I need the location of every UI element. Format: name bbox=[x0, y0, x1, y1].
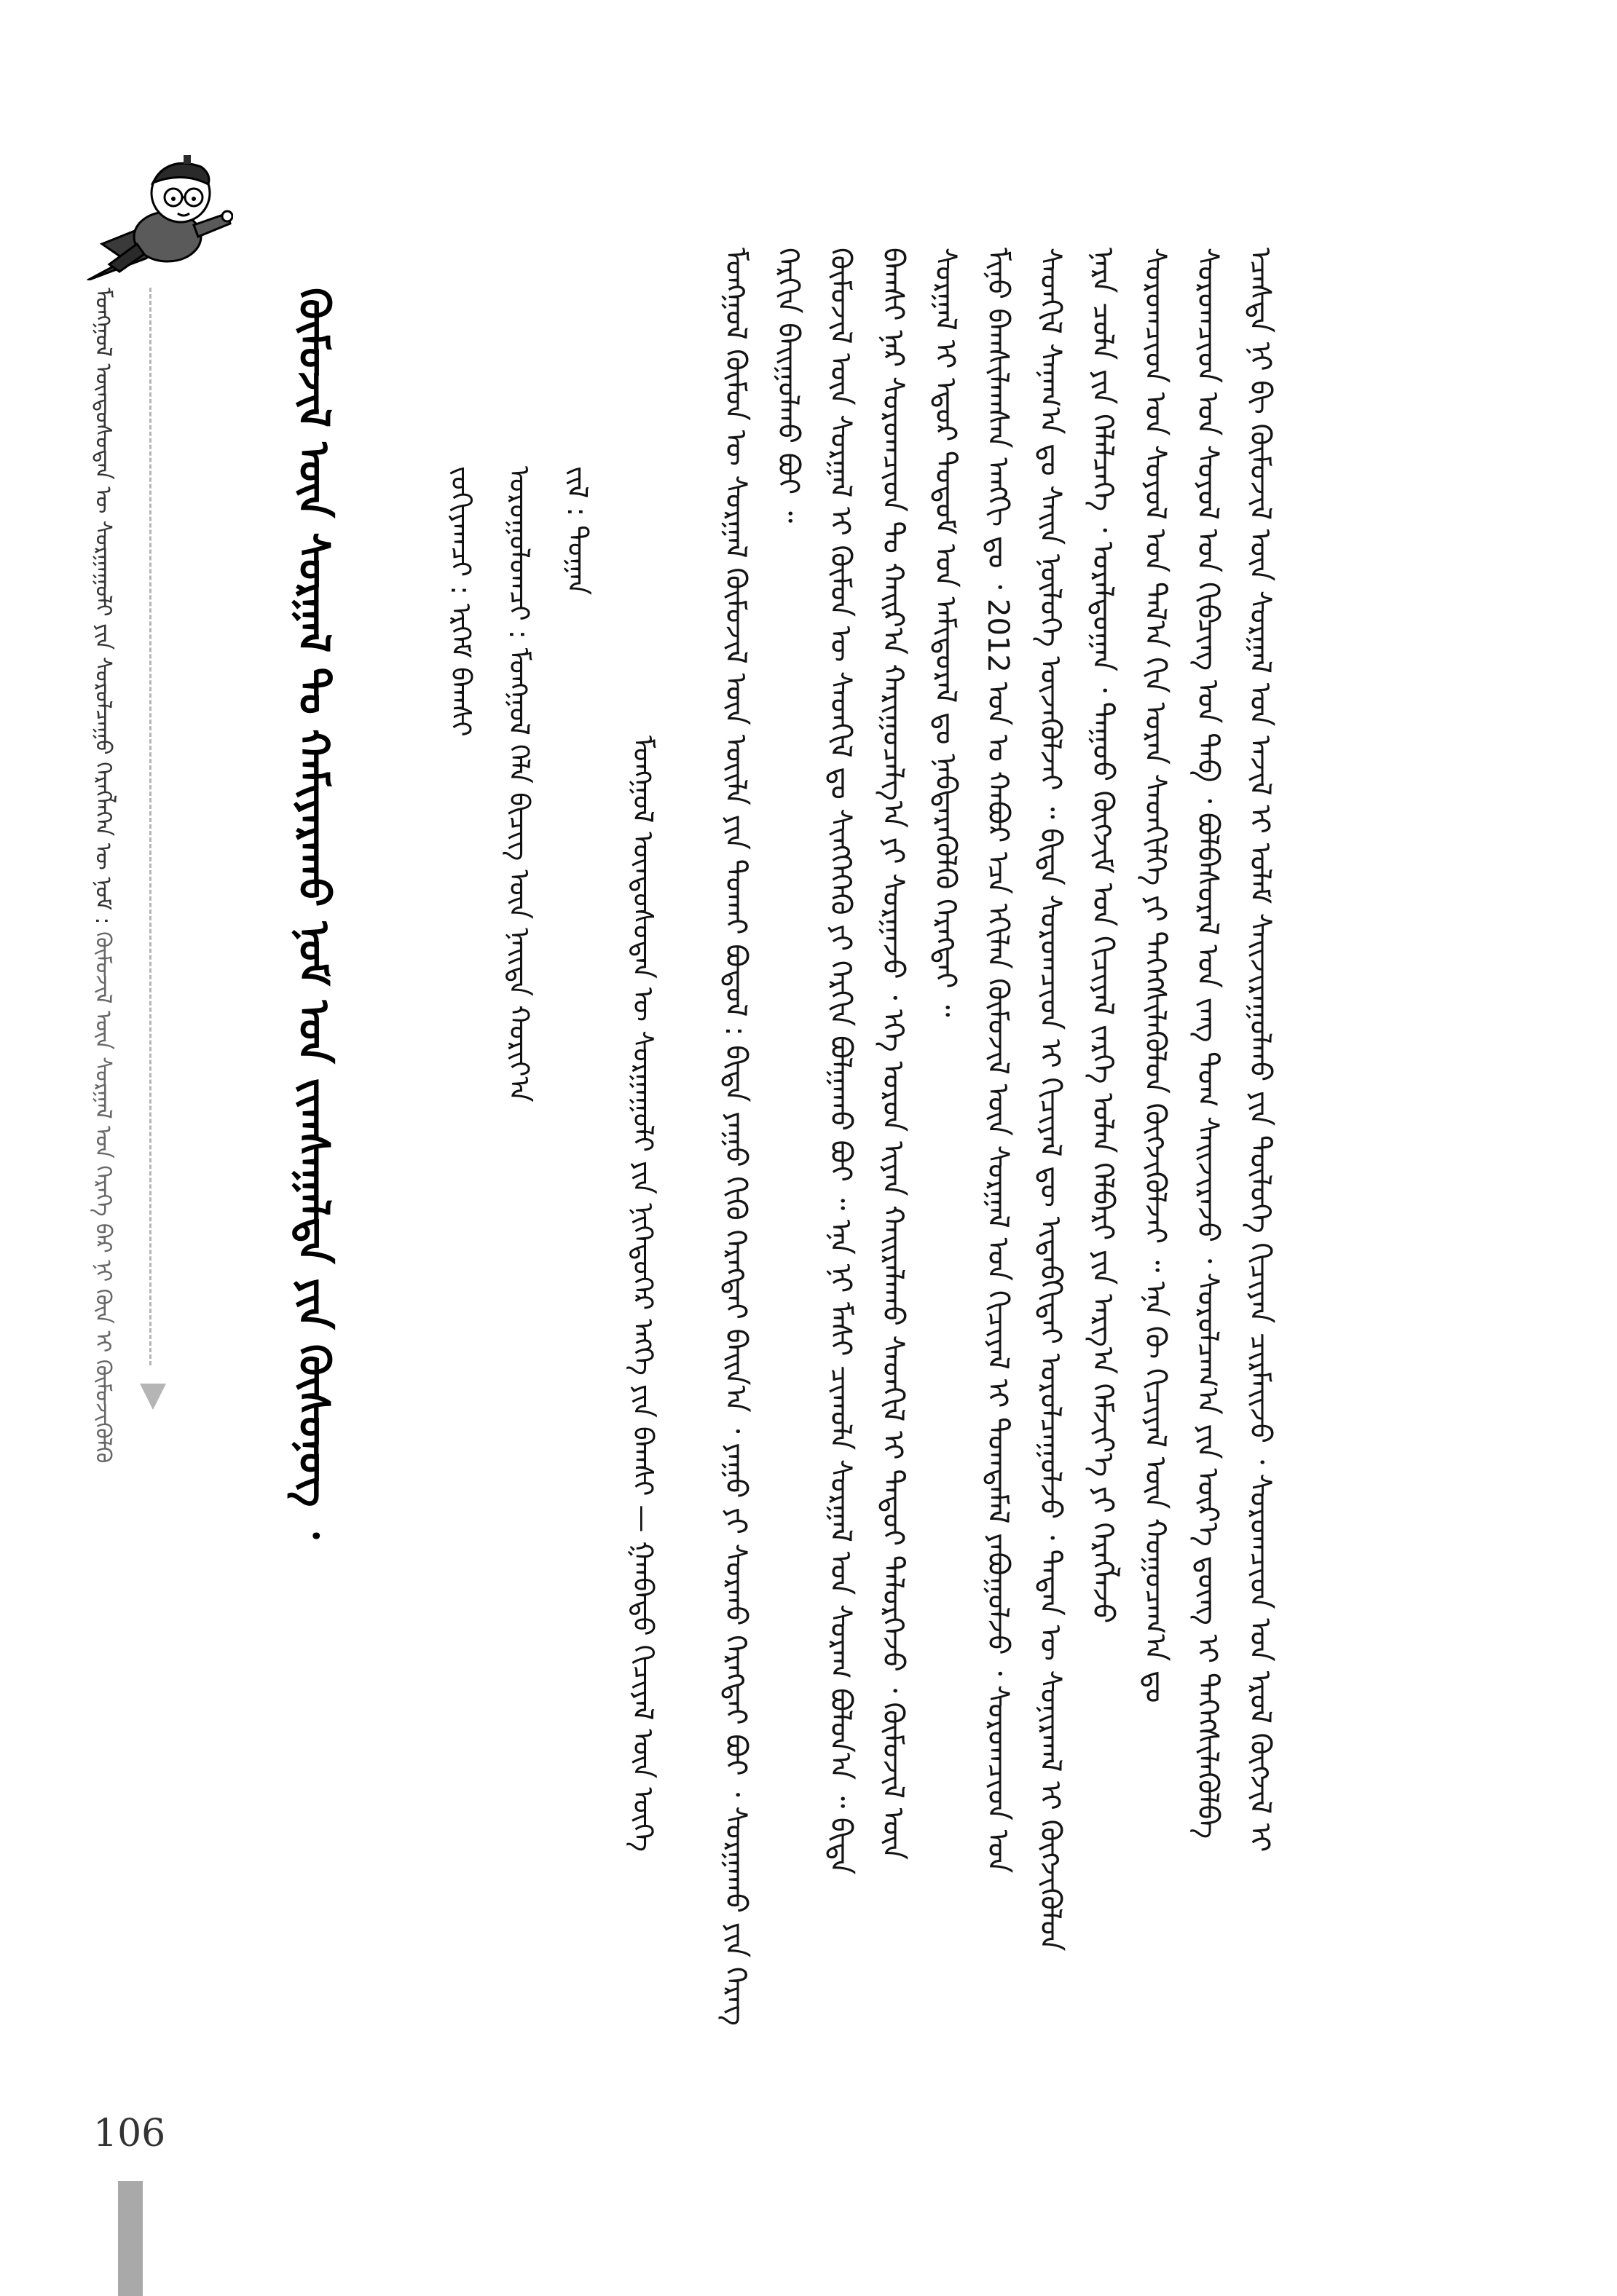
body-column: ᠰᠡᠳᠬᠢᠯ ᠰᠠᠨᠠᠭ᠎ᠠ ᠳᠤ ᠰᠠᠢᠨ ᠨᠦᠯᠦᠭᠡ ᠦᠵᠡᠭᠦᠯᠵᠡᠢ ᠃ ᠪᠢᠳᠡ ᠰᠤᠷᠤᠭᠴᠢᠳ ᠢ ᠬᠢᠴᠢᠶᠡᠯ ᠳᠦ ᠢᠳᠡᠪᠬᠢᠲᠡᠢ ᠣᠷᠣᠯᠴᠠᠭᠤᠯᠵᠤ ᠂ ᠲᠡᠳᠡᠨ ᠦ ᠰᠣᠨᠢᠷᠬᠠᠯ ᠢ ᠬᠥᠭᠵᠢᠭᠦᠯᠦᠨ bbox=[1034, 248, 1067, 1952]
body-column: ᠪᠠᠭᠰᠢ ᠨᠠᠷ ᠰᠤᠷᠤᠭᠴᠢᠳ ᠲᠤ ᠬᠠᠢᠷ᠎ᠠ ᠬᠠᠷᠢᠭᠤᠴᠠᠯᠭ᠎ᠠ ᠶᠢ ᠰᠤᠷᠭᠠᠵᠤ ᠂ ᠡᠬᠡ ᠣᠷᠣᠨ ᠢᠶᠠᠨ ᠬᠠᠢᠷᠠᠯᠠᠬᠤ ᠰᠡᠳᠬᠢᠯ ᠢ ᠲᠡᠳᠦᠢ ᠲᠡᠯᠦᠷᠭᠡᠵᠦ ᠂ ᠬᠦᠮᠦᠵᠢᠯ ᠦᠨ bbox=[876, 248, 910, 1861]
body-column: ᠬᠡᠷᠬᠢᠨ ᠪᠠᠢᠭᠤᠯᠬᠤ ᠪᠤᠢ ᠃ bbox=[771, 248, 805, 524]
body-column: ᠡᠴᠡᠰᠲᠡ ᠨᠢ ᠪᠢ ᠬᠦᠮᠦᠵᠢᠯ ᠦᠨ ᠰᠤᠷᠭᠠᠯ ᠤᠨ ᠠᠵᠢᠯ ᠢ ᠤᠯᠠᠮ ᠰᠠᠢᠵᠢᠷᠠᠭᠤᠯᠬᠤ ᠶᠢᠨ ᠲᠥᠯᠦᠭᠡ ᠬᠢᠴᠢᠶᠡᠨ ᠴᠢᠷᠮᠠᠢᠵᠤ ᠂ ᠰᠤᠷᠤᠭᠴᠢᠳ ᠤᠨ ᠡᠷᠦᠯ ᠬᠥᠭᠵᠢᠯ ᠢ bbox=[1243, 248, 1277, 1853]
info-line-school: ᠤᠷᠤᠭᠤᠯᠤᠭᠴᠢ : ᠮᠣᠩᠭᠣᠯ ᠬᠡᠯᠡ ᠪᠢᠴᠢᠭ ᠦᠨ ᠨᠡᠢᠲᠡ ᠬᠣᠷᠢᠶ᠎ᠠ bbox=[503, 466, 535, 1102]
mascot-illustration bbox=[58, 135, 233, 280]
byline: ᠮᠣᠩᠭᠣᠯ ᠦᠨᠳᠦᠰᠦᠲᠡᠨ ᠦ ᠰᠤᠷᠭᠠᠭᠤᠯᠢ ᠶᠢᠨ ᠨᠢᠭᠡᠳᠦᠭᠡᠷ ᠡᠩᠭᠡ ᠶᠢᠨ ᠪᠠᠭᠰᠢ — ᠭᠠᠨᠪᠠᠲᠣ ᠬᠢᠴᠢᠶᠡᠯ ᠦᠨ ᠦᠭᠡ bbox=[627, 735, 659, 1853]
body-column: ᠨᠡᠷᠡ ᠴᠣᠯᠠ ᠶᠢᠨ ᠬᠡᠯᠡᠯᠴᠡᠭᠡ ᠂ ᠤᠷᠠᠯᠳᠤᠭᠠᠨ ᠂ ᠳᠠᠭᠤᠤ ᠬᠥᠭᠵᠢᠮ ᠤᠨ ᠬᠢᠴᠢᠶᠡᠯ ᠵᠡᠷᠭᠡ ᠣᠯᠠᠨ ᠬᠡᠯᠪᠡᠷᠢ ᠶᠢᠨ ᠠᠷᠭ᠎ᠠ ᠬᠡᠮᠵᠢᠶ᠎ᠡ ᠶᠢ ᠬᠡᠷᠡᠭᠯᠡᠵᠦ bbox=[1086, 248, 1120, 1624]
body-column: ᠮᠣᠩᠭᠣᠯ ᠬᠦᠮᠦᠨ ᠦ ᠰᠤᠷᠭᠠᠯ ᠬᠦᠮᠦᠵᠢᠯ ᠦᠨ ᠦᠢᠯᠡ ᠶᠢᠨ ᠲᠤᠬᠠᠢ ᠪᠣᠳᠤᠯ : ᠪᠢᠳᠡ ᠶᠠᠭᠤ ᠬᠢᠬᠦ ᠬᠡᠷᠡᠭᠲᠡᠢ ᠪᠠᠢᠨ᠎ᠠ ᠂ ᠶᠠᠭᠤ ᠶᠢ ᠰᠤᠷᠬᠤ ᠬᠡᠷᠡᠭᠲᠡᠢ ᠪᠤᠢ ᠂ ᠰᠤᠷᠭᠠᠬᠤ ᠶᠢᠨ ᠬᠡᠷᠡᠭ bbox=[719, 248, 752, 2026]
body-column: ᠬᠦᠮᠦᠵᠢᠯ ᠦᠨ ᠰᠤᠷᠭᠠᠯ ᠢ ᠬᠦᠮᠦᠨ ᠦ ᠰᠡᠳᠬᠢᠯ ᠳᠤ ᠰᠢᠩᠭᠡᠭᠡᠬᠦ ᠶᠢ ᠬᠡᠷᠬᠢᠨ ᠪᠣᠯᠭᠠᠬᠤ ᠪᠤᠢ ᠃ ᠡᠨᠡ ᠨᠢ ᠮᠠᠰᠢ ᠴᠢᠬᠤᠯᠠ ᠰᠤᠷᠭᠠᠯ ᠤᠨ ᠰᠤᠷᠠᠭ ᠪᠣᠯᠤᠨ᠎ᠠ ᠃ ᠪᠢᠳᠡ bbox=[824, 248, 857, 1875]
body-column: ᠰᠤᠷᠭᠠᠯ ᠢ ᠡᠳᠦᠷ ᠲᠤᠲᠤᠮ ᠤᠨ ᠠᠮᠢᠳᠤᠷᠠᠯ ᠳᠤ ᠨᠡᠪᠲᠡᠷᠡᠭᠦᠯᠬᠦ ᠬᠡᠷᠡᠭᠲᠡᠢ ᠃ bbox=[929, 248, 962, 1017]
body-column: ᠮᠢᠨᠤ ᠪᠠᠭᠰᠢᠯᠠᠭᠰᠠᠨ ᠠᠩᠭᠢ ᠳᠤ ᠂ 2012 ᠣᠨ ᠤ ᠬᠠᠪᠤᠷ ᠡᠴᠡ ᠡᠬᠢᠯᠡᠨ ᠬᠦᠮᠦᠵᠢᠯ ᠦᠨ ᠰᠤᠷᠭᠠᠯ ᠤᠨ ᠬᠢᠴᠢᠶᠡᠯ ᠢ ᠲᠣᠭᠲᠠᠮᠠᠯ ᠶᠠᠪᠤᠭᠤᠯᠵᠤ ᠂ ᠰᠤᠷᠤᠭᠴᠢᠳ ᠤᠨ bbox=[981, 248, 1015, 1874]
triangle-down-icon bbox=[140, 1384, 166, 1410]
article-title: ᠬᠦᠮᠦᠵᠢᠯ ᠦᠨ ᠰᠤᠷᠭᠠᠯ ᠲᠤ ᠬᠠᠮᠢᠶᠠᠷᠠᠬᠤ ᠨᠣᠮ ᠤᠨ ᠵᠢᠭᠰᠠᠭᠠᠯᠲᠠ ᠶᠢᠨ ᠬᠦᠰᠦᠨᠦᠭ ᠂ bbox=[289, 288, 339, 1539]
page-edge-tab bbox=[118, 2181, 143, 2296]
body-column: ᠰᠤᠷᠤᠭᠴᠢᠳ ᠤᠨ ᠰᠣᠶᠤᠯ ᠤᠨ ᠬᠢᠪᠴᠢᠩ ᠤᠨ ᠲᠡᠪ ᠂ ᠪᠣᠯᠪᠠᠰᠤᠷᠠᠯ ᠤᠨ ᠵᠠᠩ ᠳᠣᠭ ᠰᠠᠢᠵᠢᠷᠠᠵᠤ ᠂ ᠰᠤᠷᠤᠯᠴᠠᠭ᠎ᠠ ᠶᠢᠨ ᠦᠷ᠎ᠡ ᠳ᠋ᠦᠩ ᠢ ᠳᠡᠭᠡᠭᠰᠢᠯᠡᠭᠦᠯᠪᠡ bbox=[1191, 248, 1224, 1839]
running-head-series: ᠮᠣᠩᠭᠣᠯ ᠦᠨᠳᠦᠰᠦᠲᠡᠨ ᠦ ᠰᠤᠷᠭᠠᠭᠤᠯᠢ ᠶᠢᠨ ᠰᠤᠷᠤᠯᠴᠠᠭᠤ ᠬᠡᠷᠡᠭᠯᠡᠭᠡᠨ ᠦ ᠨᠣᠮ : bbox=[90, 288, 116, 925]
running-head-subtitle: ᠬᠦᠮᠦᠵᠢᠯ ᠦᠨ ᠰᠤᠷᠭᠠᠯ ᠤᠨ ᠬᠡᠷᠡᠭᠡ ᠪᠡᠷ ᠨᠢ ᠬᠦᠨ ᠢ ᠬᠦᠮᠦᠵᠢᠭᠦᠯᠬᠦ bbox=[90, 931, 116, 1464]
info-line-year: ᠵᠢᠯ : ᠲᠣᠭᠠᠨ bbox=[562, 466, 594, 596]
info-line-author: ᠵᠣᠬᠢᠶᠠᠭᠴᠢ : ᠡᠷᠬᠡᠮ ᠪᠠᠭᠰᠢ bbox=[445, 466, 477, 737]
page-number: 106 bbox=[93, 2112, 166, 2155]
running-head bbox=[84, 288, 122, 1463]
dashed-divider bbox=[149, 288, 152, 1365]
body-column: ᠰᠤᠷᠤᠭᠴᠢᠳ ᠤᠨ ᠰᠤᠶᠤᠯ ᠤᠨ ᠲᠠᠯ᠎ᠠ ᠬᠢᠨ ᠤᠷᠠᠨ ᠰᠡᠳᠬᠢᠯᠭᠡ ᠶᠢ ᠳᠡᠭᠡᠭᠰᠢᠯᠡᠭᠦᠯᠦᠨ ᠬᠥᠭᠵᠢᠭᠦᠯᠵᠡᠢ ᠃ ᠡᠨᠡ ᠬᠦ ᠬᠢᠴᠢᠶᠡᠯ ᠦᠨ ᠬᠤᠭᠤᠴᠠᠭ᠎ᠠ ᠳᠤ bbox=[1138, 248, 1172, 1703]
